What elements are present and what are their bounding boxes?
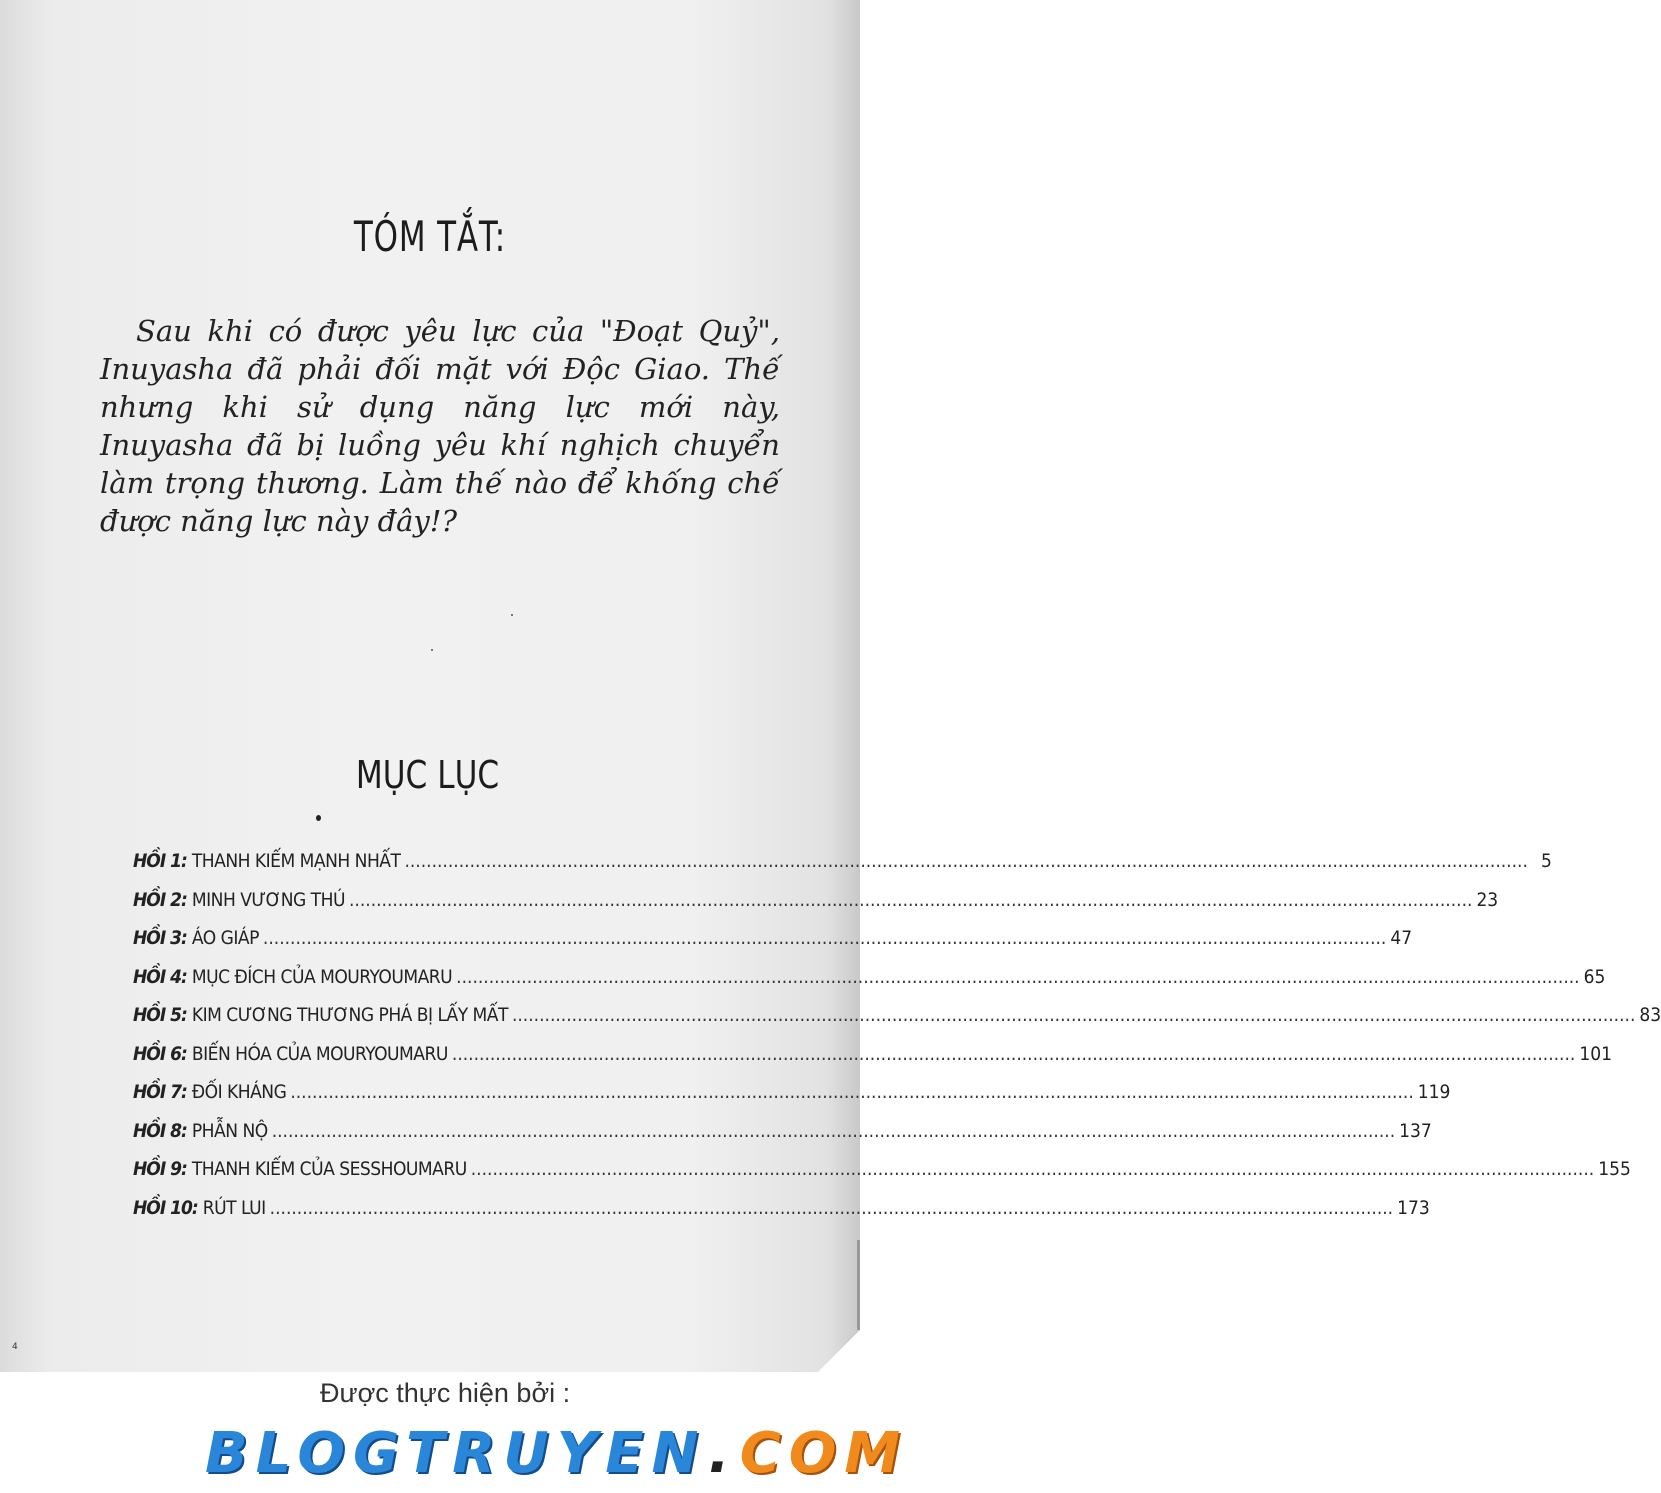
chapter-label: HỒI 2: <box>133 888 187 911</box>
chapter-label: HỒI 1: <box>133 850 187 872</box>
chapter-page: 47 <box>1390 927 1413 949</box>
chapter-title: PHẪN NỘ <box>191 1119 268 1142</box>
chapter-label: HỒI 5: <box>133 1004 187 1026</box>
chapter-title: THANH KIẾM CỦA SESSHOUMARU <box>191 1158 467 1180</box>
chapter-label: HỒI 6: <box>133 1042 187 1065</box>
credit-text: Được thực hiện bởi : <box>320 1378 571 1408</box>
leader-dots <box>456 966 1579 988</box>
leader-dots <box>290 1081 1413 1103</box>
brand-name: BLOGTRUYEN <box>205 1420 707 1486</box>
toc-entry <box>133 1158 1631 1197</box>
brand-logo <box>205 1418 908 1488</box>
chapter-title: KIM CƯƠNG THƯƠNG PHÁ BỊ LẤY MẤT <box>191 1004 508 1026</box>
chapter-title: RÚT LUI <box>202 1196 266 1219</box>
toc-entry <box>133 888 1499 928</box>
chapter-page: 137 <box>1399 1119 1432 1142</box>
chapter-page: 5 <box>1541 850 1552 872</box>
toc-entry <box>133 850 1552 889</box>
toc-heading: MỤC LỤC <box>355 753 500 797</box>
leader-dots <box>471 1158 1594 1180</box>
chapter-title: ĐỐI KHÁNG <box>191 1081 287 1103</box>
toc-entry <box>133 1081 1451 1120</box>
chapter-page: 155 <box>1598 1158 1631 1180</box>
chapter-label: HỒI 8: <box>133 1119 187 1142</box>
toc-entry <box>133 1119 1432 1159</box>
toc-entry <box>133 927 1413 966</box>
paper-speck <box>431 649 433 651</box>
leader-dots <box>270 1197 1393 1219</box>
brand-tld: COM <box>739 1420 909 1486</box>
table-of-contents <box>133 850 1661 1235</box>
page-number: 4 <box>12 1342 18 1352</box>
ink-dot <box>316 815 321 821</box>
toc-entry <box>133 1196 1430 1236</box>
toc-entry <box>133 965 1606 1005</box>
toc-entry <box>133 1042 1612 1082</box>
brand-dot: . <box>708 1420 738 1486</box>
page-edge-shadow <box>857 1240 860 1330</box>
chapter-page: 101 <box>1579 1042 1612 1065</box>
chapter-page: 23 <box>1476 888 1499 911</box>
chapter-label: HỒI 10: <box>133 1196 198 1219</box>
chapter-label: HỒI 9: <box>133 1158 187 1180</box>
leader-dots <box>512 1004 1635 1026</box>
summary-heading: TÓM TẮT: <box>353 212 507 261</box>
toc-entry <box>133 1004 1661 1043</box>
chapter-label: HỒI 4: <box>133 965 187 988</box>
chapter-label: HỒI 3: <box>133 927 187 949</box>
summary-paragraph: Sau khi có được yêu lực của "Đoạt Quỷ", Inuyasha đã phải đối mặt với Độc Giao. Thế nhưng khi sử dụng năng lực mới này, Inuyasha đã bị luồng yêu khí nghịch chuyển làm trọng thương. Làm thế nào để khống chế được năng lực này đây!? <box>100 314 780 538</box>
chapter-page: 83 <box>1639 1004 1661 1026</box>
leader-dots <box>263 927 1386 949</box>
chapter-label: HỒI 7: <box>133 1081 187 1103</box>
chapter-title: THANH KIẾM MẠNH NHẤT <box>191 850 401 872</box>
chapter-title: BIẾN HÓA CỦA MOURYOUMARU <box>191 1042 448 1065</box>
chapter-title: MỤC ĐÍCH CỦA MOURYOUMARU <box>191 965 453 988</box>
chapter-page: 119 <box>1417 1081 1451 1103</box>
chapter-title: MINH VƯƠNG THÚ <box>191 888 345 911</box>
leader-dots <box>452 1043 1575 1065</box>
leader-dots <box>404 850 1527 872</box>
paper-speck <box>511 614 513 616</box>
leader-dots <box>272 1120 1395 1142</box>
chapter-page: 173 <box>1397 1196 1430 1219</box>
chapter-page: 65 <box>1583 965 1606 988</box>
leader-dots <box>349 889 1472 911</box>
chapter-title: ÁO GIÁP <box>191 927 259 949</box>
